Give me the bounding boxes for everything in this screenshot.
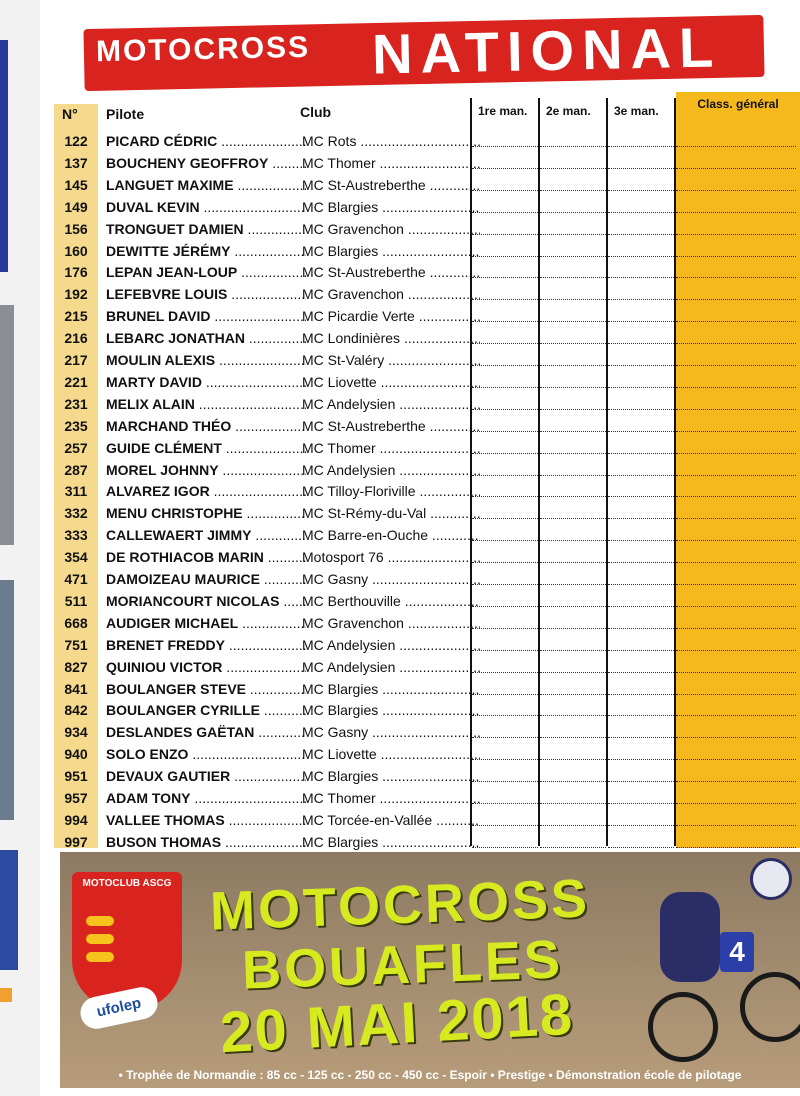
rider-name: DEWITTE JÉRÉMY .....: [106, 243, 306, 259]
table-row: [54, 480, 800, 502]
result-entry-line: [676, 431, 796, 432]
rider-club: MC Andelysien .....: [302, 462, 480, 478]
result-entry-line: [608, 475, 674, 476]
ad-event-date: 20 MAI 2018: [218, 981, 576, 1066]
rider-name: LEPAN JEAN-LOUP .....: [106, 264, 306, 280]
rider-number: 137: [64, 154, 88, 171]
rider-number: 511: [64, 592, 88, 609]
table-row: [54, 371, 800, 393]
result-entry-line: [472, 343, 538, 344]
rider-name: BOUCHENY GEOFFROY .....: [106, 155, 306, 171]
adjacent-page-edge: [0, 0, 40, 1096]
table-row: [54, 546, 800, 568]
result-entry-line: [676, 715, 796, 716]
result-entry-line: [608, 431, 674, 432]
rider-club: MC St-Austreberthe .....: [302, 418, 480, 434]
result-entry-line: [608, 409, 674, 410]
result-entry-line: [540, 715, 606, 716]
result-entry-line: [472, 737, 538, 738]
result-entry-line: [540, 365, 606, 366]
result-entry-line: [540, 409, 606, 410]
result-entry-line: [540, 759, 606, 760]
result-entry-line: [608, 606, 674, 607]
header-general-classification: Class. général: [697, 97, 779, 111]
table-row: [54, 809, 800, 831]
rider-club: MC Blargies .....: [302, 243, 480, 259]
table-row: [54, 283, 800, 305]
rider-club: MC Andelysien .....: [302, 396, 480, 412]
rider-number: 156: [64, 220, 88, 237]
rider-number: 957: [64, 790, 88, 806]
rider-name: MORIANCOURT NICOLAS .....: [106, 593, 306, 609]
rider-name: BUSON THOMAS .....: [106, 834, 306, 850]
table-row: [54, 305, 800, 327]
result-entry-line: [472, 387, 538, 388]
result-entry-line: [676, 387, 796, 388]
table-row: [54, 656, 800, 678]
result-entry-line: [676, 409, 796, 410]
rider-number: 231: [64, 395, 88, 412]
title-main: NATIONAL: [371, 15, 722, 86]
table-row: [54, 590, 800, 612]
result-entry-line: [472, 759, 538, 760]
result-entry-line: [676, 584, 796, 585]
header-1st-manche: 1re man.: [478, 104, 528, 118]
table-row: [54, 130, 800, 152]
result-entry-line: [608, 387, 674, 388]
result-entry-line: [540, 650, 606, 651]
rider-club: MC Londinières .....: [302, 330, 480, 346]
rider-number: 842: [64, 702, 88, 719]
rider-club: Motosport 76 .....: [302, 549, 480, 565]
rider-name: DESLANDES GAËTAN .....: [106, 724, 306, 740]
result-entry-line: [540, 256, 606, 257]
result-entry-line: [608, 694, 674, 695]
result-entry-line: [676, 343, 796, 344]
result-entry-line: [676, 299, 796, 300]
rider-number: 149: [64, 198, 88, 215]
result-entry-line: [608, 628, 674, 629]
result-entry-line: [676, 168, 796, 169]
result-entry-line: [540, 737, 606, 738]
result-entry-line: [540, 321, 606, 322]
rider-club: MC St-Austreberthe .....: [302, 177, 480, 193]
result-entry-line: [540, 606, 606, 607]
rider-name: MOREL JOHNNY .....: [106, 462, 306, 478]
result-entry-line: [608, 803, 674, 804]
result-entry-line: [676, 190, 796, 191]
rider-number: 122: [64, 133, 88, 149]
result-entry-line: [472, 277, 538, 278]
rider-name: MELIX ALAIN .....: [106, 396, 306, 412]
result-entry-line: [540, 584, 606, 585]
rider-club: MC Gravenchon .....: [302, 615, 480, 631]
result-entry-line: [472, 781, 538, 782]
result-entry-line: [472, 190, 538, 191]
result-entry-line: [608, 256, 674, 257]
rider-number: 257: [64, 439, 88, 456]
adjacent-page-photo: [0, 305, 14, 545]
result-entry-line: [676, 694, 796, 695]
rider-club: MC Andelysien .....: [302, 637, 480, 653]
result-entry-line: [540, 234, 606, 235]
rider-name: ALVAREZ IGOR .....: [106, 483, 306, 499]
rider-number: 994: [64, 811, 88, 828]
rider-name: DEVAUX GAUTIER .....: [106, 768, 306, 784]
result-entry-line: [608, 365, 674, 366]
result-entry-line: [472, 650, 538, 651]
result-entry-line: [608, 540, 674, 541]
result-entry-line: [608, 737, 674, 738]
result-entry-line: [608, 715, 674, 716]
rider-club: MC Blargies .....: [302, 199, 480, 215]
rider-number: 311: [64, 483, 88, 500]
table-row: [54, 765, 800, 787]
result-entry-line: [540, 431, 606, 432]
title-prefix: MOTOCROSS: [95, 30, 311, 69]
ad-title-line-1: MOTOCROSS: [209, 868, 591, 942]
result-entry-line: [608, 453, 674, 454]
rider-club: MC Gasny .....: [302, 571, 480, 587]
rider-number: 145: [64, 176, 88, 193]
result-entry-line: [472, 431, 538, 432]
result-entry-line: [472, 825, 538, 826]
adjacent-page-blue-strip: [0, 40, 8, 272]
rider-club: MC Blargies .....: [302, 834, 480, 850]
club-name: MOTOCLUB ASCG: [82, 878, 172, 889]
rider-club: MC Torcée-en-Vallée .....: [302, 812, 480, 828]
table-row: [54, 678, 800, 700]
ufolep-logo: ufolep: [78, 984, 161, 1032]
result-entry-line: [608, 759, 674, 760]
result-entry-line: [540, 387, 606, 388]
table-row: [54, 393, 800, 415]
result-entry-line: [472, 847, 538, 848]
result-entry-line: [676, 737, 796, 738]
result-entry-line: [676, 847, 796, 848]
result-entry-line: [472, 146, 538, 147]
table-row: [54, 459, 800, 481]
table-row: [54, 218, 800, 240]
rider-name: LEBARC JONATHAN .....: [106, 330, 306, 346]
header-pilote: Pilote: [106, 106, 145, 122]
result-entry-line: [676, 540, 796, 541]
rider-number: 940: [64, 746, 88, 763]
result-entry-line: [540, 518, 606, 519]
rider-club: MC Liovette .....: [302, 374, 480, 390]
rider-club: MC Blargies .....: [302, 702, 480, 718]
rider-name: DE ROTHIACOB MARIN .....: [106, 549, 306, 565]
table-row: [54, 524, 800, 546]
result-entry-line: [540, 847, 606, 848]
header-club: Club: [300, 104, 332, 120]
result-entry-line: [608, 518, 674, 519]
table-row: [54, 349, 800, 371]
result-entry-line: [676, 628, 796, 629]
result-entry-line: [540, 146, 606, 147]
result-entry-line: [608, 146, 674, 147]
table-row: [54, 634, 800, 656]
result-entry-line: [608, 277, 674, 278]
result-entry-line: [540, 475, 606, 476]
result-entry-line: [676, 672, 796, 673]
header-3rd-manche: 3e man.: [614, 104, 659, 118]
rider-number: 176: [64, 264, 88, 281]
table-row: [54, 152, 800, 174]
result-entry-line: [540, 496, 606, 497]
rider-number: 841: [64, 680, 88, 697]
rider-number: 235: [64, 417, 88, 434]
rider-name: TRONGUET DAMIEN .....: [106, 221, 306, 237]
rider-name: MOULIN ALEXIS .....: [106, 352, 306, 368]
result-entry-line: [676, 518, 796, 519]
rider-name: MARTY DAVID .....: [106, 374, 306, 390]
rider-club: MC Picardie Verte .....: [302, 308, 480, 324]
result-entry-line: [608, 321, 674, 322]
result-entry-line: [472, 299, 538, 300]
result-entry-line: [472, 168, 538, 169]
rider-number: 192: [64, 286, 88, 303]
rider-name: CALLEWAERT JIMMY .....: [106, 527, 306, 543]
result-entry-line: [472, 518, 538, 519]
rider-club: MC St-Rémy-du-Val .....: [302, 505, 480, 521]
rider-club: MC Gasny .....: [302, 724, 480, 740]
result-entry-line: [608, 562, 674, 563]
rider-name: QUINIOU VICTOR .....: [106, 659, 306, 675]
rider-club: MC Thomer .....: [302, 155, 480, 171]
rider-number: 216: [64, 330, 88, 347]
rider-helmet: [750, 858, 792, 900]
result-entry-line: [676, 650, 796, 651]
table-row: [54, 502, 800, 524]
result-entry-line: [472, 256, 538, 257]
result-entry-line: [676, 277, 796, 278]
rider-number: 751: [64, 636, 88, 653]
rider-name: VALLEE THOMAS .....: [106, 812, 306, 828]
result-entry-line: [608, 672, 674, 673]
rider-club: MC Blargies .....: [302, 681, 480, 697]
result-entry-line: [472, 475, 538, 476]
rider-number: 221: [64, 373, 88, 390]
result-entry-line: [676, 781, 796, 782]
result-entry-line: [472, 803, 538, 804]
result-entry-line: [608, 584, 674, 585]
result-entry-line: [472, 562, 538, 563]
rider-club: MC Berthouville .....: [302, 593, 480, 609]
result-entry-line: [608, 299, 674, 300]
rider-name: BOULANGER CYRILLE .....: [106, 702, 306, 718]
rider-number: 333: [64, 527, 88, 544]
rider-club: MC Thomer .....: [302, 440, 480, 456]
rider-name: LEFEBVRE LOUIS .....: [106, 286, 306, 302]
result-entry-line: [472, 628, 538, 629]
adjacent-page-orange-mark: [0, 988, 12, 1002]
result-entry-line: [608, 650, 674, 651]
event-advertisement: [60, 852, 800, 1088]
table-row: [54, 196, 800, 218]
result-entry-line: [608, 343, 674, 344]
result-entry-line: [472, 321, 538, 322]
rider-number: 827: [64, 658, 88, 675]
adjacent-page-blue-block: [0, 850, 18, 970]
rider-name: BOULANGER STEVE .....: [106, 681, 306, 697]
result-entry-line: [540, 190, 606, 191]
rider-number: 287: [64, 461, 88, 478]
table-row: [54, 743, 800, 765]
rider-name: SOLO ENZO .....: [106, 746, 306, 762]
rider-name: DAMOIZEAU MAURICE .....: [106, 571, 306, 587]
table-row: [54, 568, 800, 590]
rider-number: 471: [64, 571, 88, 587]
rider-number: 217: [64, 352, 88, 368]
lion-icon: [86, 952, 114, 962]
rider-number: 934: [64, 724, 88, 741]
rider-club: MC Gravenchon .....: [302, 286, 480, 302]
result-entry-line: [540, 540, 606, 541]
result-entry-line: [608, 496, 674, 497]
rider-name: MARCHAND THÉO .....: [106, 418, 306, 434]
result-entry-line: [676, 453, 796, 454]
rider-club: MC Blargies .....: [302, 768, 480, 784]
rider-club: MC St-Austreberthe .....: [302, 264, 480, 280]
result-entry-line: [608, 168, 674, 169]
result-entry-line: [676, 365, 796, 366]
rider-club: MC Tilloy-Floriville .....: [302, 483, 480, 499]
rider-club: MC Gravenchon .....: [302, 221, 480, 237]
result-entry-line: [540, 803, 606, 804]
table-row: [54, 327, 800, 349]
result-entry-line: [540, 453, 606, 454]
result-entry-line: [540, 277, 606, 278]
rider-club: MC Barre-en-Ouche .....: [302, 527, 480, 543]
rider-name: ADAM TONY .....: [106, 790, 306, 806]
table-row: [54, 174, 800, 196]
result-entry-line: [676, 234, 796, 235]
result-entry-line: [540, 168, 606, 169]
ad-footer-categories: • Trophée de Normandie : 85 cc - 125 cc - 250 cc - 450 cc - Espoir • Prestige • Démonstration école de pilotage: [118, 1068, 742, 1082]
ad-title-line-2: BOUAFLES: [241, 929, 564, 1001]
rider-number: 668: [64, 614, 88, 631]
result-entry-line: [608, 847, 674, 848]
result-entry-line: [540, 343, 606, 344]
result-entry-line: [676, 475, 796, 476]
rider-name: MENU CHRISTOPHE .....: [106, 505, 306, 521]
result-entry-line: [676, 212, 796, 213]
rider-name: LANGUET MAXIME .....: [106, 177, 306, 193]
result-entry-line: [472, 715, 538, 716]
rider-name: AUDIGER MICHAEL .....: [106, 615, 306, 631]
rider-name: GUIDE CLÉMENT .....: [106, 440, 306, 456]
table-row: [54, 721, 800, 743]
header-num: N°: [62, 106, 78, 122]
result-entry-line: [540, 299, 606, 300]
rider-club: MC St-Valéry .....: [302, 352, 480, 368]
result-entry-line: [540, 672, 606, 673]
result-entry-line: [676, 759, 796, 760]
result-entry-line: [472, 365, 538, 366]
bike-number-plate: 4: [720, 932, 754, 972]
result-entry-line: [676, 496, 796, 497]
rider-name: PICARD CÉDRIC .....: [106, 133, 306, 149]
rider-number: 997: [64, 833, 88, 850]
rider-number: 354: [64, 549, 88, 566]
result-entry-line: [608, 190, 674, 191]
result-entry-line: [472, 694, 538, 695]
rider-club: MC Liovette .....: [302, 746, 480, 762]
result-entry-line: [540, 562, 606, 563]
adjacent-page-photo-2: [0, 580, 14, 820]
result-entry-line: [676, 256, 796, 257]
result-entry-line: [676, 606, 796, 607]
result-entry-line: [608, 825, 674, 826]
result-entry-line: [676, 803, 796, 804]
rider-name: DUVAL KEVIN .....: [106, 199, 306, 215]
result-entry-line: [540, 212, 606, 213]
rider-number: 160: [64, 242, 88, 259]
table-row: [54, 415, 800, 437]
result-entry-line: [676, 146, 796, 147]
rider-name: BRENET FREDDY .....: [106, 637, 306, 653]
result-entry-line: [676, 321, 796, 322]
table-row: [54, 831, 800, 853]
rider-club: MC Andelysien .....: [302, 659, 480, 675]
result-entry-line: [540, 825, 606, 826]
rider-club: MC Rots .....: [302, 133, 480, 149]
rider-number: 951: [64, 768, 88, 785]
table-row: [54, 240, 800, 262]
result-entry-line: [472, 584, 538, 585]
result-entry-line: [540, 694, 606, 695]
result-entry-line: [472, 606, 538, 607]
result-entry-line: [472, 540, 538, 541]
rider-name: BRUNEL DAVID .....: [106, 308, 306, 324]
result-entry-line: [676, 825, 796, 826]
table-row: [54, 612, 800, 634]
header-2nd-manche: 2e man.: [546, 104, 591, 118]
result-entry-line: [472, 672, 538, 673]
rider-number: 215: [64, 308, 88, 325]
result-entry-line: [608, 234, 674, 235]
rider-club: MC Thomer .....: [302, 790, 480, 806]
rider-number: 332: [64, 505, 88, 522]
lion-icon: [86, 934, 114, 944]
result-entry-line: [472, 409, 538, 410]
bike-rear-wheel: [740, 972, 800, 1042]
table-row: [54, 437, 800, 459]
result-entry-line: [608, 781, 674, 782]
result-entry-line: [472, 453, 538, 454]
rider-illustration: [660, 892, 720, 982]
table-row: [54, 699, 800, 721]
lion-icon: [86, 916, 114, 926]
result-entry-line: [540, 781, 606, 782]
result-entry-line: [472, 212, 538, 213]
result-entry-line: [608, 212, 674, 213]
result-entry-line: [472, 234, 538, 235]
result-entry-line: [676, 562, 796, 563]
result-entry-line: [540, 628, 606, 629]
table-row: [54, 787, 800, 809]
bike-front-wheel: [648, 992, 718, 1062]
table-row: [54, 261, 800, 283]
result-entry-line: [472, 496, 538, 497]
